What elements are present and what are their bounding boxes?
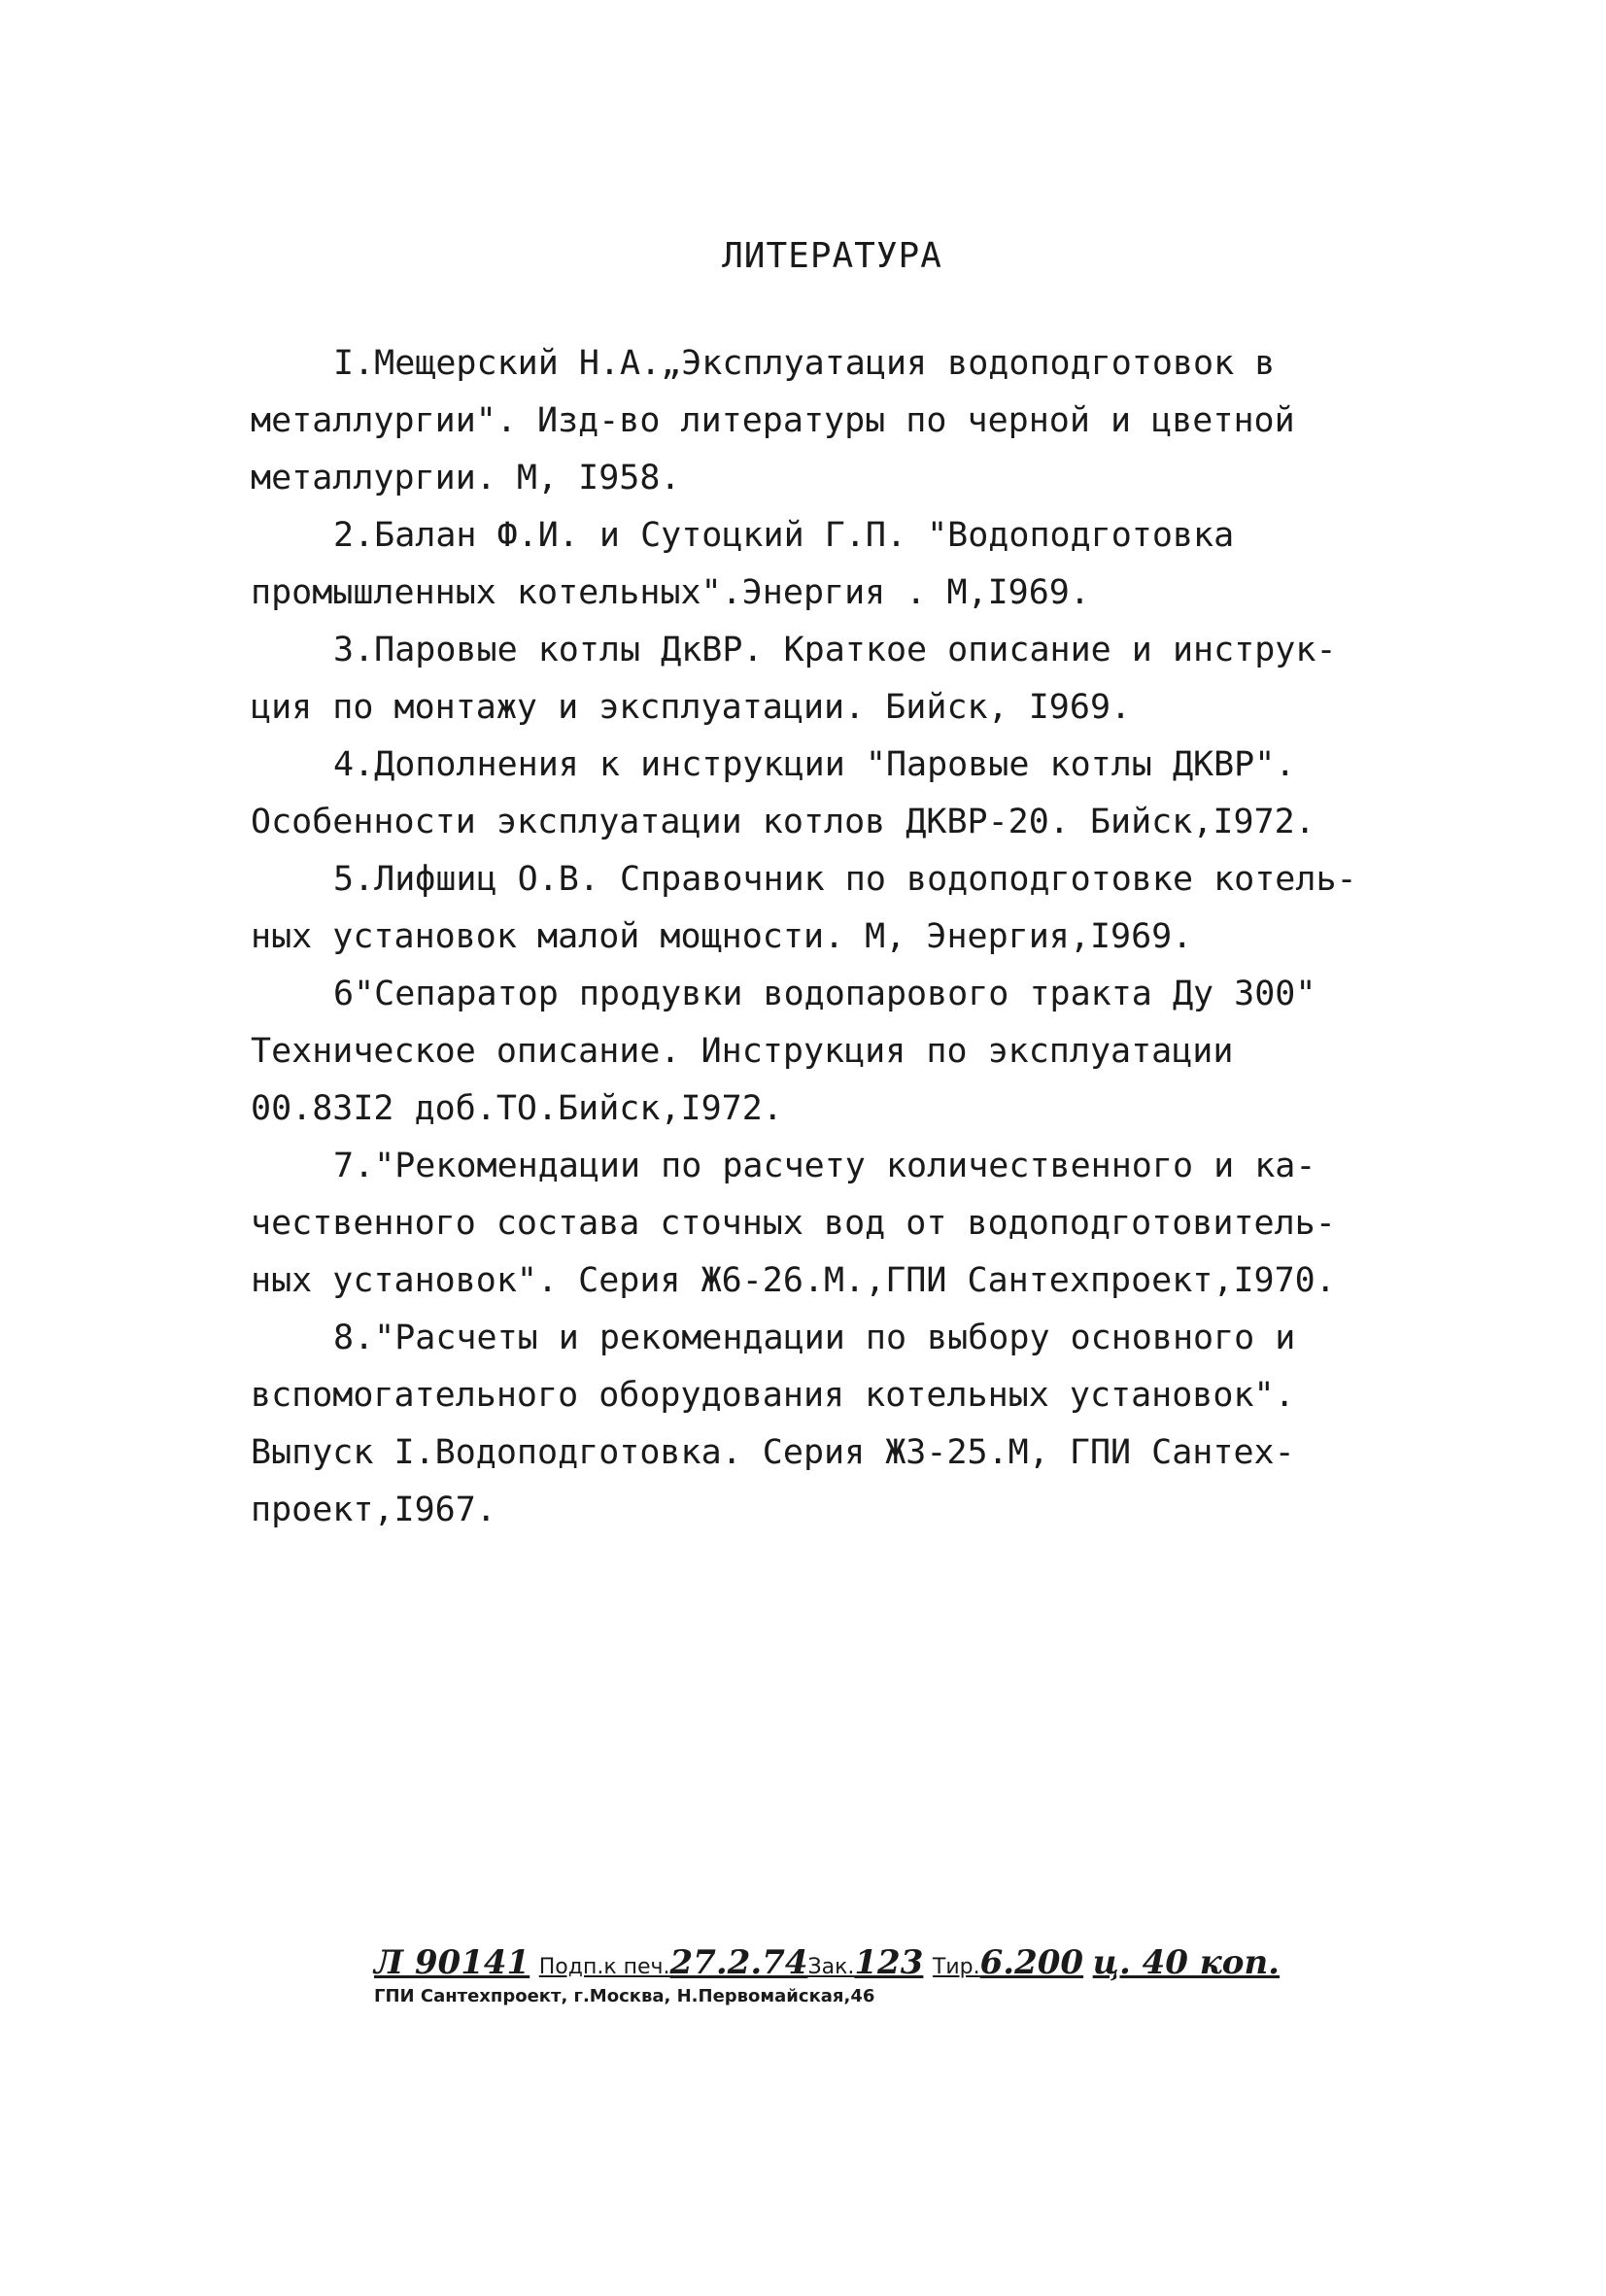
page-title: ЛИТЕРАТУРА: [722, 236, 942, 276]
reference-item: [251, 507, 1397, 622]
reference-item: [251, 737, 1397, 851]
reference-line: 00.83I2 доб.ТО.Бийск,I972.: [251, 1089, 783, 1128]
colophon-order-label: Зак.: [807, 1955, 855, 1979]
reference-line: I.Мещерский Н.А.„Эксплуатация водоподготовок в: [333, 344, 1276, 383]
reference-line: 3.Паровые котлы ДкВР. Краткое описание и инструк-: [333, 631, 1337, 669]
reference-item: [251, 966, 1397, 1138]
reference-item: [251, 851, 1397, 966]
reference-line: 5.Лифшиц О.В. Справочник по водоподготовке котель-: [333, 860, 1357, 899]
reference-line: ных установок малой мощности. М, Энергия,I969.: [251, 917, 1193, 956]
reference-line: металлургии. М, I958.: [251, 459, 681, 497]
reference-line: ных установок". Серия Ж6-26.М.,ГПИ Сантехпроект,I970.: [251, 1261, 1336, 1300]
colophon-price: ц. 40 коп.: [1092, 1943, 1281, 1982]
colophon-print-run-label: Тир.: [932, 1955, 980, 1979]
reference-line: ция по монтажу и эксплуатации. Бийск, I969.: [251, 688, 1132, 727]
reference-item: [251, 1138, 1397, 1310]
colophon: [374, 1943, 1346, 2006]
reference-line: вспомогательного оборудования котельных установок".: [251, 1376, 1295, 1415]
colophon-order-value: 123: [854, 1943, 924, 1982]
colophon-order-number: Л 90141: [374, 1943, 530, 1982]
reference-line: чественного состава сточных вод от водоподготовитель-: [251, 1204, 1336, 1243]
reference-line: 2.Балан Ф.И. и Сутоцкий Г.П. "Водоподготовка: [333, 516, 1235, 555]
reference-line: 8."Расчеты и рекомендации по выбору основного и: [333, 1319, 1296, 1357]
reference-line: металлургии". Изд-во литературы по черной и цветной: [251, 401, 1295, 440]
reference-line: проект,I967.: [251, 1491, 496, 1529]
colophon-signed-date: 27.2.74: [669, 1943, 808, 1982]
colophon-publisher: ГПИ Сантехпроект, г.Москва, Н.Первомайская,46: [374, 1986, 875, 2006]
reference-item: [251, 1310, 1397, 1539]
reference-line: 4.Дополнения к инструкции "Паровые котлы ДКВР".: [333, 745, 1296, 784]
reference-item: [251, 622, 1397, 737]
reference-line: Выпуск I.Водоподготовка. Серия Ж3-25.М, ГПИ Сантех-: [251, 1433, 1295, 1472]
colophon-print-run-value: 6.200: [979, 1943, 1084, 1982]
colophon-signed-label: Подп.к печ.: [538, 1955, 670, 1979]
reference-line: Особенности эксплуатации котлов ДКВР-20. Бийск,I972.: [251, 803, 1316, 841]
colophon-print-data: [374, 1943, 1346, 1982]
reference-line: 7."Рекомендации по расчету количественного и ка-: [333, 1147, 1316, 1185]
reference-list: [251, 335, 1397, 1539]
reference-item: [251, 335, 1397, 507]
reference-line: Техническое описание. Инструкция по эксплуатации: [251, 1032, 1234, 1071]
reference-line: промышленных котельных".Энергия . М,I969.: [251, 573, 1090, 612]
reference-line: 6"Сепаратор продувки водопарового тракта Ду 300": [333, 975, 1316, 1013]
